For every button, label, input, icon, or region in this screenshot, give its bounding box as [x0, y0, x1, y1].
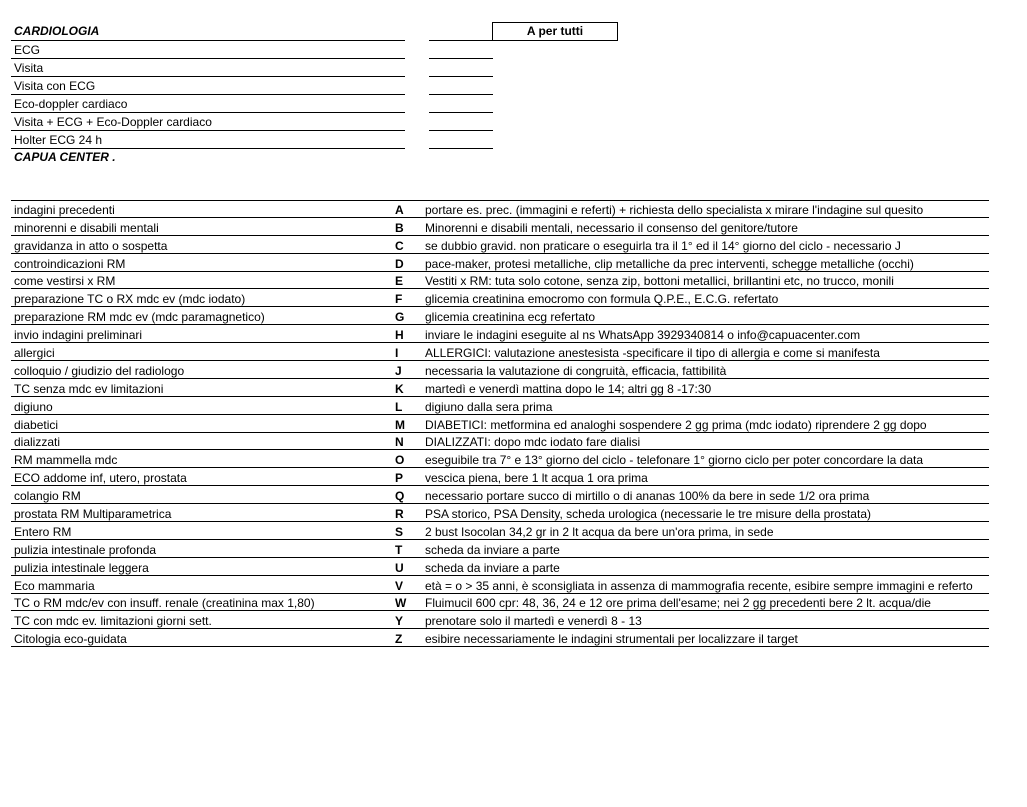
note-code: C: [395, 238, 404, 253]
table-row: [11, 379, 989, 397]
note-text: età = o > 35 anni, è sconsigliata in assenza di mammografia recente, esibire sempre immagini e referto: [425, 578, 973, 593]
note-text: vescica piena, bere 1 lt acqua 1 ora prima: [425, 471, 648, 486]
table-row: [11, 540, 989, 558]
note-text: DIALIZZATI: dopo mdc iodato fare dialisi: [425, 435, 641, 450]
note-code: P: [395, 471, 404, 486]
note-text: PSA storico, PSA Density, scheda urologica (necessarie le tre misure della prostata): [425, 507, 871, 522]
note-topic: ECO addome inf, utero, prostata: [14, 471, 187, 486]
price-cell: [429, 58, 493, 77]
table-row: [11, 325, 989, 343]
service-label: Holter ECG 24 h: [14, 133, 103, 147]
note-topic: gravidanza in atto o sospetta: [14, 238, 168, 253]
note-topic: Eco mammaria: [14, 578, 95, 593]
service-row: [11, 76, 405, 95]
note-text: glicemia creatinina ecg refertato: [425, 310, 596, 325]
note-code: B: [395, 220, 404, 235]
note-code: W: [395, 596, 407, 611]
service-label: ECG: [14, 43, 41, 57]
note-topic: colloquio / giudizio del radiologo: [14, 363, 185, 378]
note-topic: digiuno: [14, 399, 53, 414]
table-row: [11, 611, 989, 629]
note-text: portare es. prec. (immagini e referti) + richiesta dello specialista x mirare l'indagine sul quesito: [425, 202, 924, 217]
table-row: [11, 468, 989, 486]
note-code: H: [395, 328, 404, 343]
service-row: [11, 112, 405, 131]
note-text: scheda da inviare a parte: [425, 542, 560, 557]
note-code: T: [395, 542, 403, 557]
note-text: scheda da inviare a parte: [425, 560, 560, 575]
table-row: [11, 343, 989, 361]
note-topic: indagini precedenti: [14, 202, 115, 217]
note-code: Y: [395, 614, 404, 629]
service-label: Eco-doppler cardiaco: [14, 97, 128, 111]
note-text: glicemia creatinina emocromo con formula Q.P.E., E.C.G. refertato: [425, 292, 779, 307]
note-code: D: [395, 256, 404, 271]
table-row: [11, 289, 989, 307]
service-label: Visita con ECG: [14, 79, 96, 93]
note-topic: pulizia intestinale leggera: [14, 560, 149, 575]
note-text: inviare le indagini eseguite al ns WhatsApp 3929340814 o info@capuacenter.com: [425, 328, 861, 343]
note-code: A: [395, 202, 404, 217]
note-topic: Citologia eco-guidata: [14, 632, 127, 647]
service-label: Visita + ECG + Eco-Doppler cardiaco: [14, 115, 212, 129]
note-text: pace-maker, protesi metalliche, clip metalliche da prec interventi, schegge metalliche (occhi): [425, 256, 914, 271]
note-code: O: [395, 453, 405, 468]
note-code: M: [395, 417, 405, 432]
price-cell: [429, 94, 493, 113]
note-topic: Entero RM: [14, 524, 72, 539]
table-row: [11, 522, 989, 540]
price-cell: [429, 40, 493, 59]
section-title: CARDIOLOGIA: [14, 24, 100, 38]
note-code: V: [395, 578, 404, 593]
note-code: F: [395, 292, 403, 307]
service-row: [11, 40, 405, 59]
service-label: Visita: [14, 61, 44, 75]
table-row: [11, 272, 989, 290]
note-code: U: [395, 560, 404, 575]
note-text: DIABETICI: metformina ed analoghi sospendere 2 gg prima (mdc iodato) riprendere 2 gg dopo: [425, 417, 927, 432]
table-row: [11, 415, 989, 433]
service-row: [11, 58, 405, 77]
note-topic: colangio RM: [14, 489, 81, 504]
table-row: [11, 450, 989, 468]
price-cell: [429, 130, 493, 149]
notes-table: [11, 200, 989, 647]
note-text: martedì e venerdì mattina dopo le 14; altri gg 8 -17:30: [425, 381, 712, 396]
service-row: [11, 94, 405, 113]
note-text: se dubbio gravid. non praticare o eseguirla tra il 1° ed il 14° giorno del ciclo - necessario J: [425, 238, 901, 253]
note-text: Fluimucil 600 cpr: 48, 36, 24 e 12 ore prima dell'esame; nei 2 gg precedenti bere 2 lt. acqua/die: [425, 596, 931, 611]
table-row: [11, 307, 989, 325]
note-text: Vestiti x RM: tuta solo cotone, senza zip, bottoni metallici, brillantini etc, no trucco, monili: [425, 274, 894, 289]
note-code: L: [395, 399, 403, 414]
note-topic: pulizia intestinale profonda: [14, 542, 157, 557]
note-topic: come vestirsi x RM: [14, 274, 116, 289]
note-text: ALLERGICI: valutazione anestesista -specificare il tipo di allergia e come si manifesta: [425, 346, 880, 361]
service-row: [11, 130, 405, 149]
table-row: [11, 218, 989, 236]
note-topic: diabetici: [14, 417, 59, 432]
note-code: Z: [395, 632, 403, 647]
note-topic: TC senza mdc ev limitazioni: [14, 381, 164, 396]
note-text: esibire necessariamente le indagini strumentali per localizzare il target: [425, 632, 798, 647]
table-row: [11, 433, 989, 451]
table-row: [11, 486, 989, 504]
note-code: E: [395, 274, 404, 289]
note-text: Minorenni e disabili mentali, necessario il consenso del genitore/tutore: [425, 220, 798, 235]
note-topic: TC o RM mdc/ev con insuff. renale (creatinina max 1,80): [14, 596, 315, 611]
table-row: [11, 254, 989, 272]
note-code: Q: [395, 489, 405, 504]
note-text: 2 bust Isocolan 34,2 gr in 2 lt acqua da bere un'ora prima, in sede: [425, 524, 774, 539]
center-name: CAPUA CENTER .: [14, 150, 116, 164]
note-topic: RM mammella mdc: [14, 453, 118, 468]
note-code: J: [395, 363, 402, 378]
note-topic: preparazione RM mdc ev (mdc paramagnetico): [14, 310, 265, 325]
price-column-header: A per tutti: [492, 22, 618, 41]
table-row: [11, 236, 989, 254]
note-code: R: [395, 507, 404, 522]
table-row: [11, 558, 989, 576]
table-row: [11, 504, 989, 522]
note-code: I: [395, 346, 399, 361]
note-topic: allergici: [14, 346, 55, 361]
note-code: G: [395, 310, 405, 325]
table-row: [11, 594, 989, 612]
note-code: K: [395, 381, 404, 396]
note-code: N: [395, 435, 404, 450]
table-row: [11, 200, 989, 218]
note-topic: minorenni e disabili mentali: [14, 220, 159, 235]
note-text: digiuno dalla sera prima: [425, 399, 553, 414]
note-topic: preparazione TC o RX mdc ev (mdc iodato): [14, 292, 246, 307]
note-text: necessaria la valutazione di congruità, efficacia, fattibilità: [425, 363, 727, 378]
note-text: prenotare solo il martedì e venerdì 8 - 13: [425, 614, 642, 629]
note-topic: invio indagini preliminari: [14, 328, 143, 343]
note-code: S: [395, 524, 404, 539]
price-cell: [429, 112, 493, 131]
note-text: necessario portare succo di mirtillo o di ananas 100% da bere in sede 1/2 ora prima: [425, 489, 870, 504]
note-topic: TC con mdc ev. limitazioni giorni sett.: [14, 614, 212, 629]
note-topic: prostata RM Multiparametrica: [14, 507, 172, 522]
price-cell: [429, 76, 493, 95]
note-topic: controindicazioni RM: [14, 256, 126, 271]
table-row: [11, 397, 989, 415]
table-row: [11, 576, 989, 594]
note-topic: dializzati: [14, 435, 61, 450]
note-text: eseguibile tra 7° e 13° giorno del ciclo - telefonare 1° giorno ciclo per poter concordare la data: [425, 453, 924, 468]
table-row: [11, 629, 989, 647]
table-row: [11, 361, 989, 379]
